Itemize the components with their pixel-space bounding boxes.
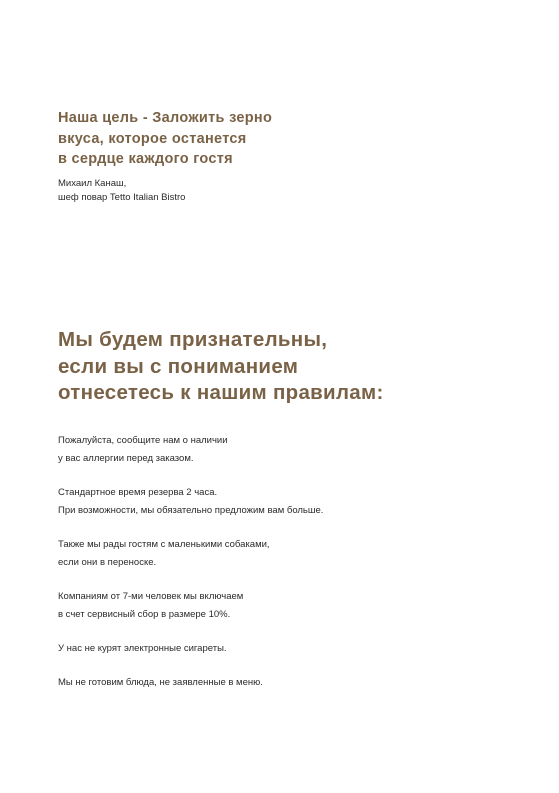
- rule-line: у вас аллергии перед заказом.: [58, 453, 194, 464]
- quote-line: в сердце каждого гостя: [58, 151, 233, 167]
- rule-menu-only: [58, 674, 323, 692]
- rules-list: [58, 432, 323, 708]
- author-role: шеф повар Tetto Italian Bistro: [58, 192, 186, 203]
- rule-no-vaping: [58, 640, 323, 658]
- rule-line: в счет сервисный сбор в размере 10%.: [58, 609, 231, 620]
- rule-line: Пожалуйста, сообщите нам о наличии: [58, 435, 228, 446]
- rule-line: если они в переноске.: [58, 557, 157, 568]
- rule-line: Стандартное время резерва 2 часа.: [58, 487, 218, 498]
- rule-service-charge: [58, 588, 323, 624]
- quote-line: вкуса, которое останется: [58, 130, 247, 147]
- rules-heading-line: если вы с пониманием: [58, 354, 299, 378]
- rule-dogs: [58, 536, 323, 572]
- rules-heading-line: Мы будем признательны,: [58, 328, 328, 351]
- rule-line: У нас не курят электронные сигареты.: [58, 643, 227, 654]
- rule-line: При возможности, мы обязательно предложим вам больше.: [58, 505, 324, 516]
- quote-author: [58, 177, 185, 205]
- rule-line: Мы не готовим блюда, не заявленные в меню.: [58, 677, 263, 688]
- rule-allergy: [58, 432, 323, 468]
- rule-line: Компаниям от 7-ми человек мы включаем: [58, 591, 244, 602]
- quote-line: Наша цель - Заложить зерно: [58, 110, 273, 126]
- rules-heading: [58, 327, 384, 407]
- author-name: Михаил Канаш,: [58, 178, 127, 189]
- mission-quote: [58, 108, 272, 170]
- rules-heading-line: отнесетесь к нашим правилам:: [58, 381, 384, 404]
- rule-reservation-time: [58, 484, 323, 520]
- rule-line: Также мы рады гостям с маленькими собаками,: [58, 539, 270, 550]
